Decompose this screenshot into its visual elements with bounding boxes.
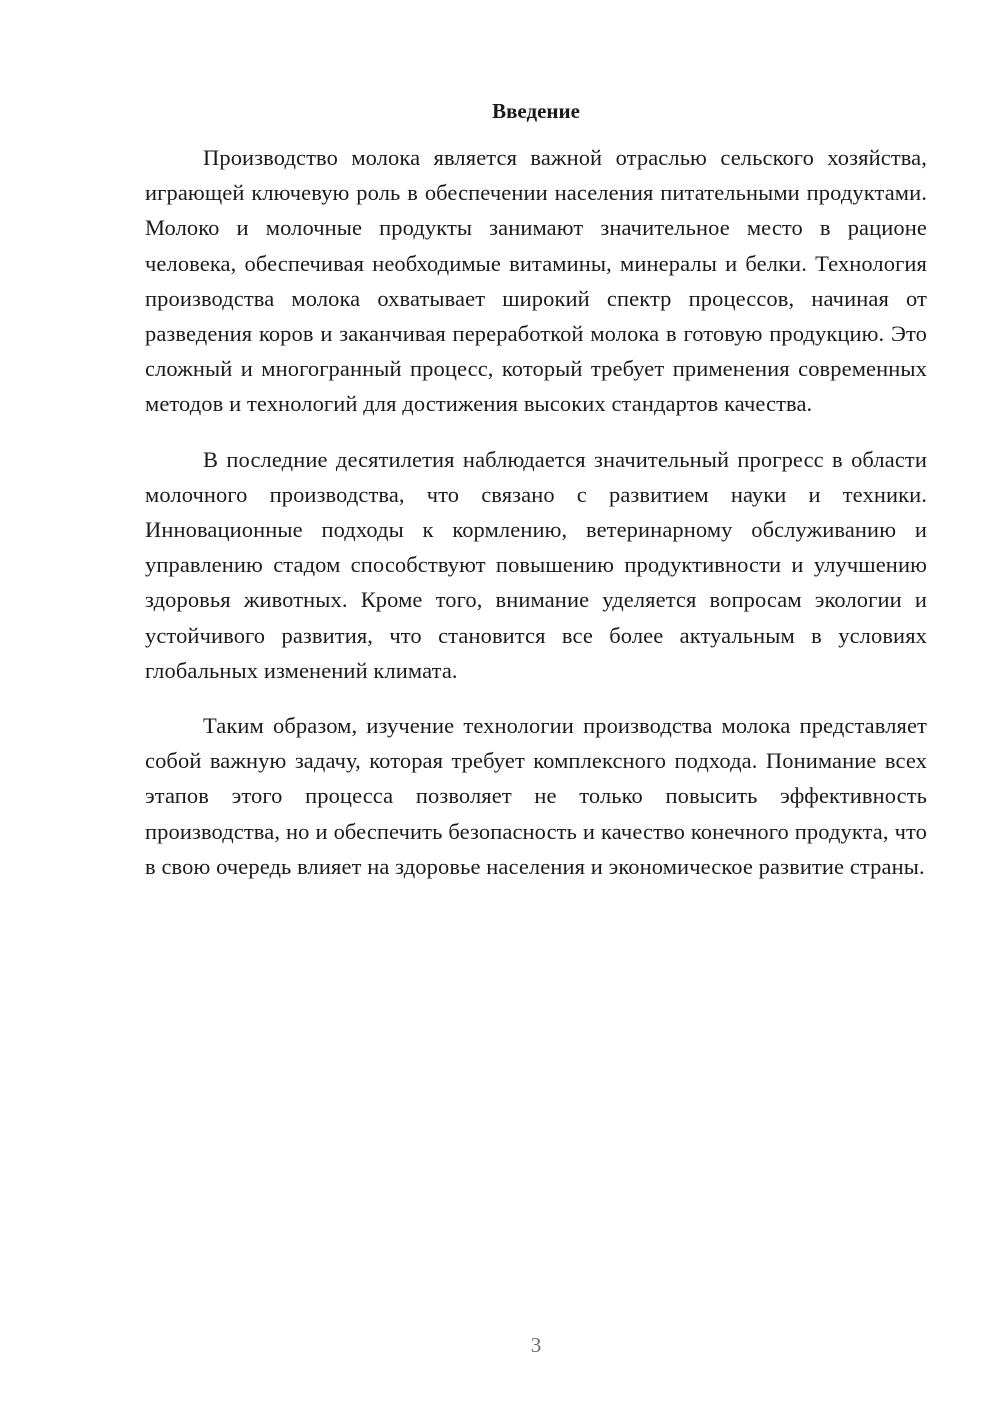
section-heading: Введение — [492, 99, 580, 123]
paragraph-1: Производство молока является важной отраслью сельского хозяйства, играющей ключевую роль в обеспечении населения питательными продуктами. Молоко и молочные продукты занимают значительное место в рационе человека, обеспечивая необходимые витамины, минералы и белки. Технология производства молока охватывает широкий спектр процессов, начиная от разведения коров и заканчивая переработкой молока в готовую продукцию. Это сложный и многогранный процесс, который требует применения современных методов и технологий для достижения высоких стандартов качества. — [145, 145, 927, 417]
page-content — [145, 96, 927, 904]
page-number: 3 — [530, 1333, 542, 1357]
paragraph-2: В последние десятилетия наблюдается значительный прогресс в области молочного производства, что связано с развитием науки и техники. Инновационные подходы к кормлению, ветеринарному обслуживанию и управлению стадом способствуют повышению продуктивности и улучшению здоровья животных. Кроме того, внимание уделяется вопросам экологии и устойчивого развития, что становится все более актуальным в условиях глобальных изменений климата. — [145, 446, 927, 683]
paragraph-3: Таким образом, изучение технологии производства молока представляет собой важную задачу, которая требует комплексного подхода. Понимание всех этапов этого процесса позволяет не только повысить эффективность производства, но и обеспечить безопасность и качество конечного продукта, что в свою очередь влияет на здоровье населения и экономическое развитие страны. — [145, 713, 927, 879]
